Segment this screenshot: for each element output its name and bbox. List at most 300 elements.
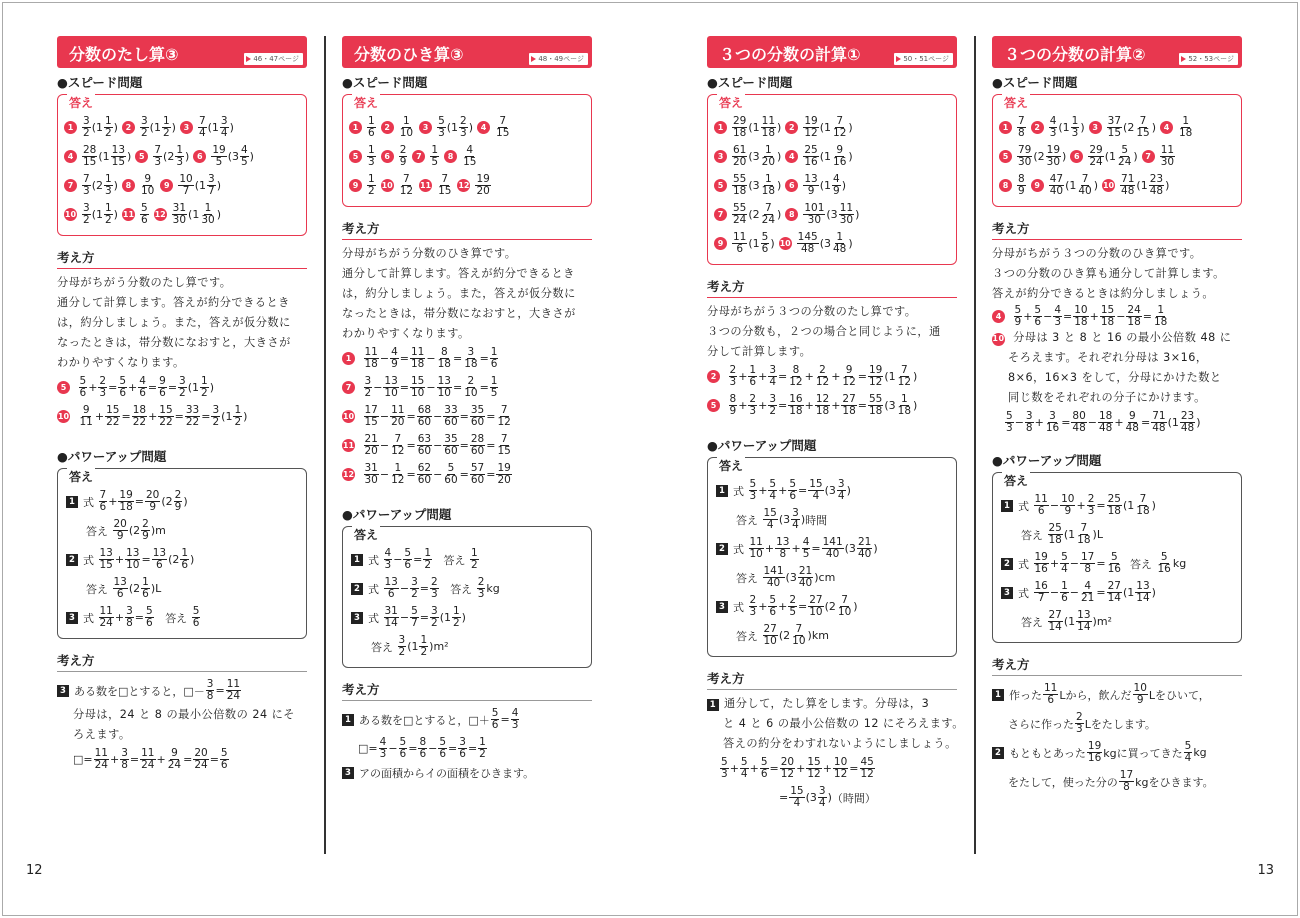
fraction: 1 2 (452, 605, 460, 629)
math-line (412, 145, 440, 168)
math-line: 7 7 3 (2 1 3 ) (64, 174, 118, 197)
problem-number-square: 1 (716, 485, 728, 497)
fraction: 1 6 (181, 547, 189, 571)
math-line: 1 式 7 6 + 19 18 = 20 9 (2 2 9 ) (66, 487, 300, 516)
math-line (64, 142, 300, 171)
fraction: 7 15 (497, 433, 511, 457)
fraction: 11 10 (749, 536, 763, 560)
problem-number-badge: 10 (992, 333, 1005, 346)
fraction: 3 2 (411, 576, 418, 600)
fraction: 1 5 (490, 375, 498, 399)
fraction: 2 3 (1087, 493, 1095, 517)
fraction: 19 16 (1034, 551, 1048, 575)
fraction: 15 4 (790, 785, 804, 809)
math-line: 通分して計算します。答えが約分できるとき (342, 267, 575, 280)
fraction: 5 6 (769, 594, 777, 618)
fraction: 13 9 (804, 173, 818, 197)
text-label: ３つの分数の計算① (719, 45, 861, 64)
problem-number-badge: 1 (999, 121, 1012, 134)
math-line: 10 3 2 (1 1 2 ) (64, 202, 118, 226)
fraction: 3 2 (431, 605, 438, 629)
text-label: アの面積からイの面積をひきます。 (359, 767, 535, 780)
section-addition-3 (57, 36, 307, 774)
problem-number-badge: 11 (342, 441, 355, 450)
fraction: 25 16 (804, 144, 818, 168)
problem-number-badge: 11 (122, 210, 135, 219)
play-icon (531, 56, 536, 62)
math-line: わかりやすくなります。 (342, 327, 470, 340)
fraction: 9 10 (140, 173, 155, 197)
fraction: 4 21 (1081, 580, 1095, 604)
fraction: 2 3 (749, 393, 757, 417)
math-line: 答え 20 9 (2 2 9 ) m (86, 518, 166, 542)
problem-number-badge: 5 (349, 150, 362, 163)
problem-number-square: 2 (992, 747, 1004, 759)
math-line: 10 9 11 + 15 22 = 18 22 + 15 22 = 33 22 = 3 2 (1 1 2 ) (57, 404, 248, 428)
fraction: 1 2 (424, 547, 431, 571)
fraction: 35 60 (444, 433, 458, 457)
problem-number-badge: 3 (1089, 121, 1102, 134)
fraction: 25 18 (1048, 522, 1062, 546)
math-line: 3 ある数を□とすると，□－ 3 8 = 11 24 (57, 676, 307, 705)
math-line: 3 5 3 (1 2 3 ) (419, 116, 473, 139)
fraction: 1 18 (897, 393, 912, 417)
fraction: 20 24 (194, 747, 208, 771)
math-line: 1 式 5 3 + 5 4 + 5 6 = 15 4 (3 3 4 ) (716, 476, 950, 505)
math-line (419, 174, 453, 197)
text-label: 分数のひき算③ (354, 45, 464, 64)
problem-number-badge: 7 (412, 150, 425, 163)
problem-number-badge: 12 (342, 470, 355, 479)
math-line: なったときは，帯分数になおすと，大きさが (342, 307, 576, 320)
math-line: 7 3 2 − 13 10 = 15 10 − 13 10 = 2 10 = 1 5 (342, 373, 592, 402)
fraction: 55 24 (733, 202, 747, 226)
math-line: は，約分しましょう。また，答えが仮分数に (342, 287, 576, 300)
text-label: 分母は 3 と 8 と 16 の最小公倍数 48 に (1013, 331, 1232, 344)
fraction: 4 15 (463, 144, 477, 168)
problem-number-square: 1 (342, 714, 354, 726)
fraction: 3 2 (769, 393, 776, 417)
fraction: 10 9 (1133, 682, 1147, 706)
fraction: 13 10 (126, 547, 140, 571)
fraction: 1 30 (201, 202, 215, 226)
fraction: 7 12 (833, 115, 847, 139)
problem-number-badge: 9 (1031, 179, 1044, 192)
fraction: 1 3 (104, 173, 112, 197)
fraction: 2 3 (99, 375, 107, 399)
problem-number-badge: 5 (57, 381, 70, 394)
fraction: 19 20 (497, 462, 511, 486)
fraction: 5 9 (1014, 303, 1022, 328)
text-label: さらに作った (1008, 717, 1074, 731)
fraction: 9 12 (842, 364, 856, 388)
fraction: 15 4 (809, 478, 823, 502)
math-line: 3 37 15 (2 7 15 ) (1089, 116, 1156, 139)
fraction: 10 12 (833, 756, 848, 780)
problem-number-badge: 10 (342, 412, 355, 421)
fraction: 61 20 (733, 144, 747, 168)
fraction: 24 18 (1127, 303, 1141, 328)
math-line: 3 式 16 7 − 1 6 − 4 21 = 27 14 (1 13 14 ) (1001, 578, 1235, 607)
text-label: 答え (1129, 557, 1152, 571)
fraction: 5 4 (740, 756, 748, 780)
math-line: ３つの分数のひき算も通分して計算します。 (992, 267, 1225, 280)
math-line (992, 767, 1242, 796)
fraction: 5 7 (411, 605, 418, 629)
fraction: 10 9 (1061, 493, 1075, 517)
text-label: m (155, 524, 166, 537)
fraction: 19 16 (1087, 740, 1102, 764)
fraction: 7 15 (438, 173, 452, 197)
fraction: 3 8 (206, 678, 214, 702)
fraction: 2 3 (477, 576, 485, 600)
math-line (999, 113, 1235, 142)
text-label: 答え (354, 96, 379, 110)
math-line (342, 763, 592, 783)
math-line: 8×6，16×3 をして，分母にかけた数と (1008, 371, 1222, 384)
problem-number-square: 1 (992, 689, 1004, 701)
fraction: 1 2 (471, 547, 478, 571)
fraction: 5 4 (769, 478, 777, 502)
fraction: 5 3 (1006, 410, 1013, 434)
math-line (349, 142, 585, 171)
math-line: そろえます。それぞれ分母は 3×16， (1008, 351, 1208, 364)
text-label: 50・51ページ (903, 55, 949, 63)
fraction: 8 6 (419, 736, 427, 760)
text-label: ●スピード問題 (342, 75, 428, 90)
fraction: 7 24 (761, 202, 776, 226)
math-line: 通分して計算します。答えが約分できるとき (57, 296, 290, 309)
fraction: 45 12 (860, 756, 874, 780)
fraction: 4 3 (1054, 303, 1061, 328)
math-line: 3 式 2 3 + 5 6 + 2 5 = 27 10 (2 7 10 ) (716, 592, 950, 621)
fraction: 13 6 (152, 547, 167, 571)
fraction: 27 10 (809, 594, 823, 618)
problem-number-square: 2 (351, 583, 363, 595)
text-label: cm (818, 571, 836, 584)
fraction: 15 4 (763, 507, 777, 531)
text-label: 答え (736, 571, 758, 585)
section-title: 分数のたし算③ (69, 45, 179, 64)
text-label: 答え (165, 611, 188, 625)
math-line: 答え 27 10 (2 7 10 ) km (736, 623, 829, 647)
math-line: 2 式 11 10 + 13 8 + 4 5 = 141 40 (3 21 40 ) (716, 534, 950, 563)
fraction: 8 9 (729, 393, 737, 417)
math-line: 7 55 24 (2 7 24 ) (714, 203, 781, 226)
fraction: 5 3 (749, 478, 757, 502)
fraction: 8 18 (437, 346, 451, 370)
section-header (342, 36, 592, 68)
math-line (714, 229, 950, 258)
problem-number-badge: 3 (419, 121, 432, 134)
math-line: 9 47 40 (1 7 40 ) (1031, 174, 1098, 197)
math-line: 2 19 12 (1 7 12 ) (785, 116, 852, 139)
fraction: 2 9 (142, 518, 149, 542)
text-label: 通分して，たし算をします。分母は，3 (724, 697, 930, 710)
text-label: m² (1096, 615, 1112, 628)
section-three-fractions-1 (707, 36, 964, 812)
math-line (999, 142, 1235, 171)
text-label: 48・49ページ (538, 55, 584, 63)
math-line: 12 31 30 − 1 12 = 62 60 − 5 60 = 57 60 = 19 20 (342, 462, 511, 486)
fraction: 13 15 (99, 547, 113, 571)
fraction: 63 60 (417, 433, 432, 457)
fraction: 13 6 (113, 576, 127, 600)
fraction: 1 6 (1061, 580, 1068, 604)
math-line (381, 174, 415, 197)
text-label: ●パワーアップ問題 (707, 438, 817, 453)
fraction: 9 24 (167, 747, 182, 771)
fraction: 13 6 (384, 576, 398, 600)
text-label: Lをひいて， (1148, 688, 1210, 702)
text-label: Lから，飲んだ (1059, 688, 1132, 702)
math-line: □ = 11 24 + 3 8 = 11 24 + 9 24 = 20 24 = 5 6 (73, 747, 228, 771)
problem-number-badge: 12 (154, 210, 166, 219)
text-label: 答え (719, 96, 744, 110)
fraction: 13 10 (437, 375, 451, 399)
fraction: 3 18 (464, 346, 478, 370)
math-line: 5 55 18 (3 1 18 ) (714, 174, 781, 197)
fraction: 20 12 (780, 756, 795, 780)
problem-number-badge: 5 (999, 150, 1012, 163)
math-line (999, 116, 1027, 139)
text-label: 式 (83, 611, 94, 625)
fraction: 4 3 (384, 547, 392, 571)
math-line (999, 171, 1235, 200)
math-line (381, 116, 415, 139)
fraction: 145 48 (797, 231, 818, 255)
math-line: 分母がちがう分数のたし算です。 (57, 276, 232, 289)
math-line: 2 4 3 (1 1 3 ) (1031, 116, 1085, 139)
fraction: 1 3 (1071, 115, 1079, 139)
problem-number-badge: 10 (64, 210, 77, 219)
fraction: 1 5 (431, 144, 439, 168)
math-line: 1 3 2 (1 1 2 ) (64, 116, 118, 139)
fraction: 4 3 (1049, 115, 1057, 139)
fraction: 5 24 (1118, 144, 1132, 168)
page-reference (529, 53, 588, 65)
text-label: kg (1172, 557, 1187, 570)
problem-number-badge: 3 (180, 121, 193, 134)
text-label: ●スピード問題 (992, 75, 1078, 90)
text-label: 式 (733, 484, 744, 498)
text-label: 作った (1009, 688, 1042, 702)
text-label: ある数を□とすると，□－ (74, 684, 205, 698)
problem-number-badge: 2 (785, 121, 798, 134)
problem-number-badge: 7 (714, 208, 727, 221)
fraction: 5 6 (439, 736, 447, 760)
math-line: = 15 4 (3 3 4 ) （時間） (779, 785, 876, 809)
fraction: 1 18 (761, 173, 776, 197)
fraction: 9 48 (1125, 410, 1139, 434)
text-label: kgに買ってきた (1103, 746, 1183, 760)
fraction: 11 18 (364, 346, 378, 370)
fraction: 20 9 (146, 489, 160, 513)
fraction: 5 6 (79, 375, 87, 399)
math-line: は，約分しましょう。また，答えが仮分数に (57, 316, 291, 329)
math-line: なったときは，帯分数になおすと，大きさが (57, 336, 291, 349)
fraction: 1 2 (420, 634, 428, 658)
problem-number-square: 3 (57, 685, 69, 697)
fraction: 5 6 (220, 747, 228, 771)
answer-box (992, 94, 1242, 207)
math-line (64, 200, 300, 229)
problem-number-badge: 5 (135, 150, 148, 163)
fraction: 3 6 (459, 736, 466, 760)
fraction: 15 12 (807, 756, 821, 780)
math-line (349, 113, 585, 142)
problem-number-badge: 12 (458, 181, 470, 190)
fraction: 4 9 (833, 173, 840, 197)
problem-number-badge: 1 (342, 352, 355, 365)
fraction: 3 2 (83, 115, 90, 139)
fraction: 141 40 (763, 565, 784, 589)
fraction: 7 15 (496, 115, 510, 139)
fraction: 5 6 (760, 756, 768, 780)
text-label: 式 (1018, 557, 1029, 571)
problem-number-badge: 6 (785, 179, 798, 192)
text-label: 式 (368, 553, 379, 567)
fraction: 21 20 (364, 433, 378, 457)
problem-number-badge: 5 (714, 179, 727, 192)
math-line: 1 式 11 6 − 10 9 + 2 3 = 25 18 (1 7 18 ) (1001, 491, 1235, 520)
fraction: 27 10 (763, 623, 777, 647)
fraction: 7 10 (837, 594, 852, 618)
fraction: 4 5 (240, 144, 248, 168)
fraction: 71 48 (1152, 410, 1166, 434)
fraction: 3 2 (364, 375, 372, 399)
fraction: 37 15 (1107, 115, 1122, 139)
text-label: 52・53ページ (1188, 55, 1234, 63)
math-line: 答えが約分できるときは約分しましょう。 (992, 287, 1215, 300)
fraction: 25 18 (1107, 493, 1121, 517)
math-line: 1 ある数を□とすると，□＋ 5 6 = 4 3 (342, 705, 592, 734)
math-line: 2 式 13 15 + 13 10 = 13 6 (2 1 6 ) (66, 545, 300, 574)
math-line: 6 29 24 (1 5 24 ) (1070, 145, 1137, 168)
fraction: 2 9 (174, 489, 182, 513)
fraction: 7 12 (897, 364, 912, 388)
fraction: 5 3 (438, 115, 445, 139)
math-line: と 4 と 6 の最小公倍数の 12 にそろえます。 (723, 717, 964, 730)
fraction: 1 10 (399, 115, 414, 139)
math-line: 2 3 2 (1 1 2 ) (122, 116, 176, 139)
math-line (1142, 145, 1176, 168)
problem-number-badge: 10 (381, 181, 393, 190)
fraction: 11 24 (141, 747, 155, 771)
problem-number-badge: 8 (444, 150, 457, 163)
fraction: 15 22 (159, 404, 173, 428)
fraction: 7 3 (154, 144, 162, 168)
fraction: 19 5 (212, 144, 226, 168)
math-line (714, 171, 950, 200)
problem-number-badge: 4 (477, 121, 490, 134)
text-label: 式 (368, 611, 379, 625)
problem-number-badge: 3 (714, 150, 727, 163)
text-label: （時間） (831, 791, 876, 805)
answer-box (342, 94, 592, 207)
math-line (64, 171, 300, 200)
fraction: 1 2 (201, 375, 208, 399)
math-line (477, 116, 511, 139)
text-label: ●パワーアップ問題 (342, 507, 452, 522)
math-line: 3 61 20 (3 1 20 ) (714, 145, 781, 168)
answer-box (57, 94, 307, 236)
fraction: 19 12 (869, 364, 883, 388)
fraction: 19 18 (119, 489, 133, 513)
fraction: 11 24 (99, 605, 113, 629)
fraction: 3 4 (818, 785, 826, 809)
fraction: 7 18 (1136, 493, 1150, 517)
text-label: kg (486, 582, 500, 595)
text-label: 答え (371, 640, 393, 654)
math-line: 答え 13 6 (2 1 6 ) L (86, 576, 162, 600)
math-line (714, 113, 950, 142)
fraction: 11 24 (226, 678, 241, 702)
problem-number-square: 3 (342, 767, 354, 779)
text-label: 時間 (805, 513, 828, 527)
fraction: 47 40 (1049, 173, 1064, 197)
section-header (57, 36, 307, 68)
math-line (714, 142, 950, 171)
fraction: 5 6 (404, 547, 412, 571)
math-line: ３つの分数も，２つの場合と同じように，通 (707, 325, 941, 338)
math-line: 答え 3 2 (1 1 2 ) m² (371, 634, 449, 658)
fraction: 1 3 (368, 144, 375, 168)
fraction: 2 3 (1076, 711, 1083, 735)
text-label: 式 (1018, 586, 1029, 600)
math-line: 5 3 + 5 4 + 5 6 = 20 12 + 15 12 + 10 12 = 45 12 (721, 756, 874, 780)
text-label: 答え (86, 582, 108, 596)
page-reference (894, 53, 953, 65)
fraction: 5 16 (1157, 551, 1171, 575)
math-line (707, 694, 957, 714)
fraction: 1 18 (1179, 115, 1193, 139)
fraction: 101 30 (804, 202, 825, 226)
math-line: 5 79 30 (2 19 30 ) (999, 145, 1066, 168)
problem-number-badge: 10 (57, 412, 70, 421)
math-line: 答え 27 14 (1 13 14 ) m² (1021, 609, 1112, 633)
fraction: 19 30 (1046, 144, 1061, 168)
fraction: 1 6 (142, 576, 149, 600)
problem-number-badge: 1 (714, 121, 727, 134)
math-line (444, 145, 478, 168)
fraction: 1 6 (490, 346, 498, 370)
fraction: 11 6 (1044, 682, 1058, 706)
fraction: 1 20 (761, 144, 776, 168)
problem-number-badge: 4 (1160, 121, 1173, 134)
math-line (349, 145, 377, 168)
problem-number-square: 1 (351, 554, 363, 566)
fraction: 9 6 (159, 375, 166, 399)
fraction: 5 6 (761, 231, 769, 255)
fraction: 1 12 (391, 462, 405, 486)
fraction: 11 6 (1034, 493, 1048, 517)
fraction: 5 6 (399, 736, 407, 760)
text-label: 答え (69, 470, 94, 484)
fraction: 5 6 (119, 375, 126, 399)
answer-row (64, 113, 300, 142)
problem-number-square: 3 (716, 601, 728, 613)
math-line: 9 11 6 (1 5 6 ) (714, 232, 775, 255)
fraction: 1 18 (1154, 303, 1168, 328)
fraction: 18 22 (132, 404, 147, 428)
text-label: 答え (736, 629, 758, 643)
problem-number-badge: 9 (349, 179, 362, 192)
math-line (122, 203, 150, 226)
math-line: 6 13 9 (1 4 9 ) (785, 174, 846, 197)
play-icon (246, 56, 251, 62)
fraction: 7 12 (399, 173, 414, 197)
